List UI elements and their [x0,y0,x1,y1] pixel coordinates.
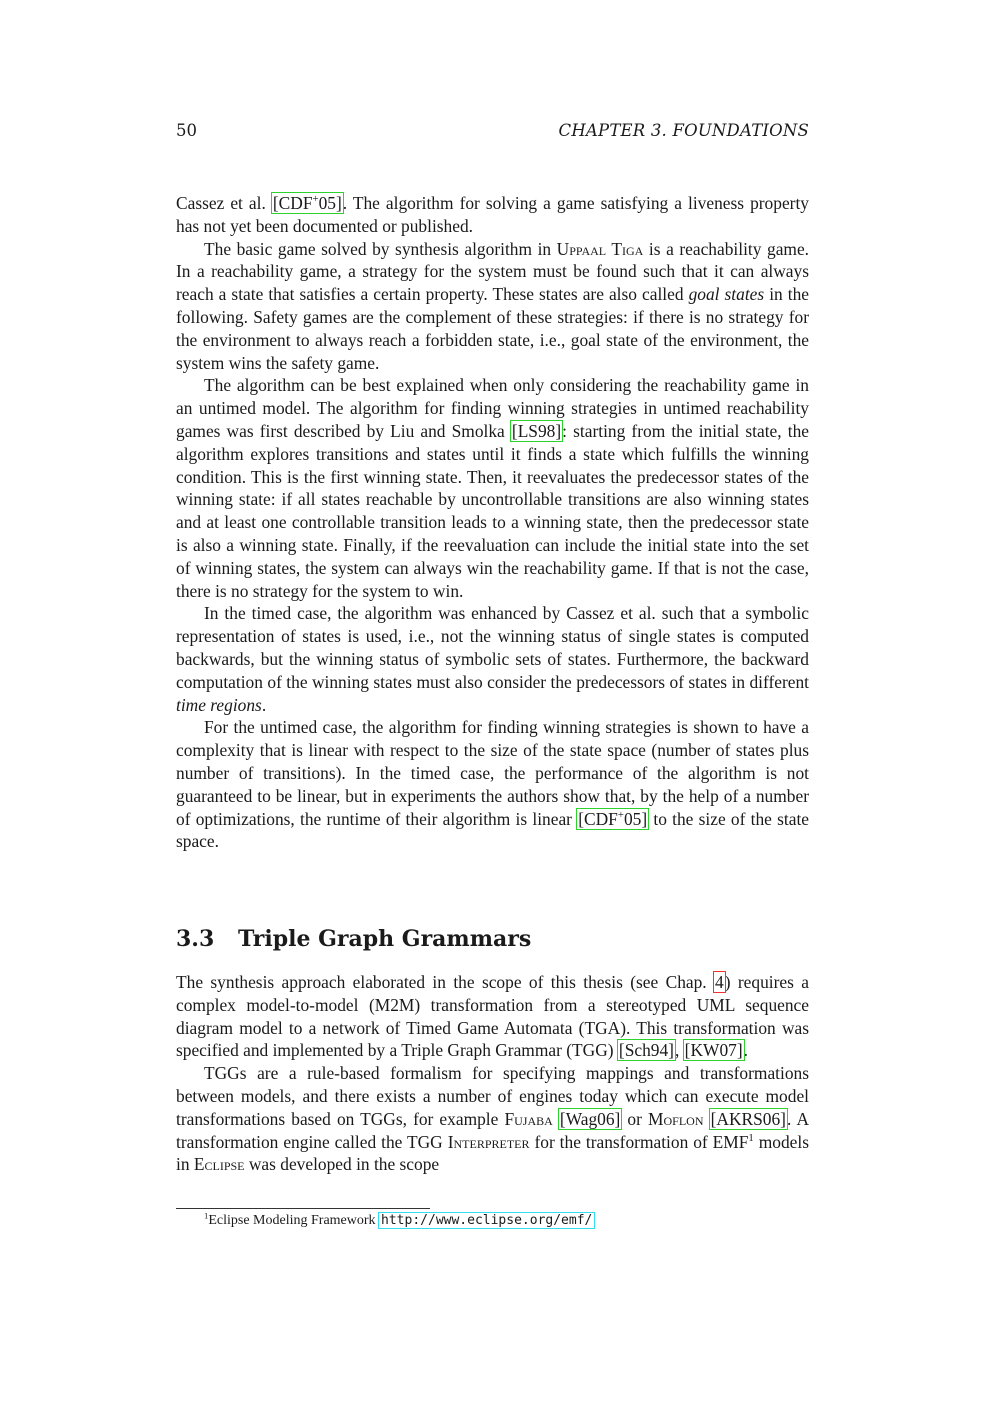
text-run: , [674,1040,684,1061]
text-run: for the transformation of EMF [529,1131,749,1152]
section-heading [176,926,531,952]
text-run: TGGs are a rule-based formalism for specifying mappings and transformations between models, and there exists a number of engines today which can execute model transformations based on TGGs, for example [176,1063,809,1129]
tool-name: Eclipse [193,1154,245,1175]
tool-name: Uppaal Tiga [556,238,644,259]
citation-link[interactable]: [CDF+05] [578,808,648,829]
footnote-marker[interactable]: 1 [748,1131,754,1144]
citation-link[interactable]: [Sch94] [618,1040,674,1061]
text-run [553,1109,559,1129]
text-run: models in [176,1131,810,1175]
citation-text: Wag06 [565,1108,615,1129]
emphasis: time regions [176,694,262,715]
footnote [204,1210,594,1229]
body-text-upper [176,192,809,853]
paragraph [176,238,809,375]
text-run [703,1109,709,1129]
tool-name: Fujaba [504,1108,553,1129]
citation-link[interactable]: [Wag06] [559,1108,621,1129]
citation-text: 05 [623,808,642,829]
text-run: The basic game solved by synthesis algorithm in [204,238,557,259]
text-run: or [621,1108,649,1129]
paragraph [176,374,809,602]
footnote-text: Eclipse Modeling Framework [208,1213,380,1228]
section-number: 3.3 [176,926,215,952]
running-header: CHAPTER 3. FOUNDATIONS [558,121,809,140]
section-title: Triple Graph Grammars [238,926,532,952]
citation-link[interactable]: [AKRS06] [710,1108,786,1129]
text-run: . [261,694,267,715]
tool-name: Moflon [648,1108,704,1129]
text-run: . [743,1040,748,1061]
citation-link[interactable]: [KW07] [684,1040,743,1061]
paragraph [176,971,809,1062]
text-run: is a reachability game. In a reachability game, a strategy for the system must be found such that it can always reach a state that satisfies a certain property. These states are also called [176,238,810,305]
chapter-ref-link[interactable]: 4 [715,972,724,992]
footnote-url-link[interactable]: http://www.eclipse.org/emf/ [381,1213,593,1228]
footnote-mark: 1 [204,1210,209,1221]
emphasis: goal states [688,284,765,305]
text-run: The algorithm can be best explained when only considering the reachability game in an untimed model. The algorithm for finding winning strategies in untimed reachability games was first described by Liu and Smolka [176,375,809,441]
text-run: . The algorithm for solving a game satisfying a liveness property has not yet been documented or published. [176,193,809,236]
text-run: In the timed case, the algorithm was enhanced by Cassez et al. such that a symbolic representation of states is used, i.e., not the winning status of single states is computed backwards, but the winning status of symbolic sets of states. Furthermore, the backward computation of the winning states must also consider the predecessors of states in different [176,603,809,692]
citation-text: CDF [584,808,618,829]
text-run: was developed in the scope [244,1154,440,1175]
paragraph [176,602,809,716]
text-run: : starting from the initial state, the algorithm explores transitions and states until it finds a state which fulfills the winning condition. This is the first winning state. Then, it reevaluates the predecessor states of the winning state: if all states reachable by uncontrollable transitions are also winning states and at least one controllable transition leads to a winning state, then the predecessor state is also a winning state. Finally, if the reevaluation can include the initial state into the set of winning states, the system can always win the reachability game. If that is not the case, there is no strategy for the system to win. [176,420,809,601]
text-run: in the following. Safety games are the complement of these strategies: if there is no strategy for the environment to always reach a forbidden state, i.e., goal state of the environment, the system wins the safety game. [176,284,810,373]
citation-link[interactable]: [LS98] [511,420,562,441]
text-run: For the untimed case, the algorithm for finding winning strategies is shown to have a complexity that is linear with respect to the size of the state space (number of states plus number of transitions). In the timed case, the performance of the algorithm is not guaranteed to be linear, but in experiments the authors show that, by the help of a number of optimizations, the runtime of their algorithm is linear [176,717,809,829]
paragraph [176,192,809,238]
citation-text: KW07 [690,1040,737,1061]
citation-sup: + [617,808,624,821]
paragraph [176,716,809,853]
text-run: . A transformation engine called the TGG [176,1108,810,1152]
body-text-lower [176,971,809,1176]
text-run: to the size of the state space. [176,808,810,852]
text-run: The synthesis approach elaborated in the scope of this thesis (see Chap. [176,972,715,992]
citation-text: 05 [318,193,336,213]
tool-name: Interpreter [447,1131,530,1152]
text-run: ) requires a complex model-to-model (M2M) transformation from a stereotyped UML sequence diagram model to a network of Timed Game Automata (TGA). This transformation was specified and implemented by a Triple Graph Grammar (TGG) [176,972,809,1061]
citation-text: CDF [278,193,313,213]
text-run: Cassez et al. [176,193,272,213]
page-number: 50 [176,121,197,140]
paragraph [176,1062,809,1176]
citation-link[interactable]: [CDF+05] [272,193,342,213]
citation-text: LS98 [517,420,556,441]
citation-text: AKRS06 [716,1108,781,1129]
footnote-rule [176,1208,430,1209]
citation-sup: + [312,193,319,206]
citation-text: Sch94 [624,1040,669,1061]
